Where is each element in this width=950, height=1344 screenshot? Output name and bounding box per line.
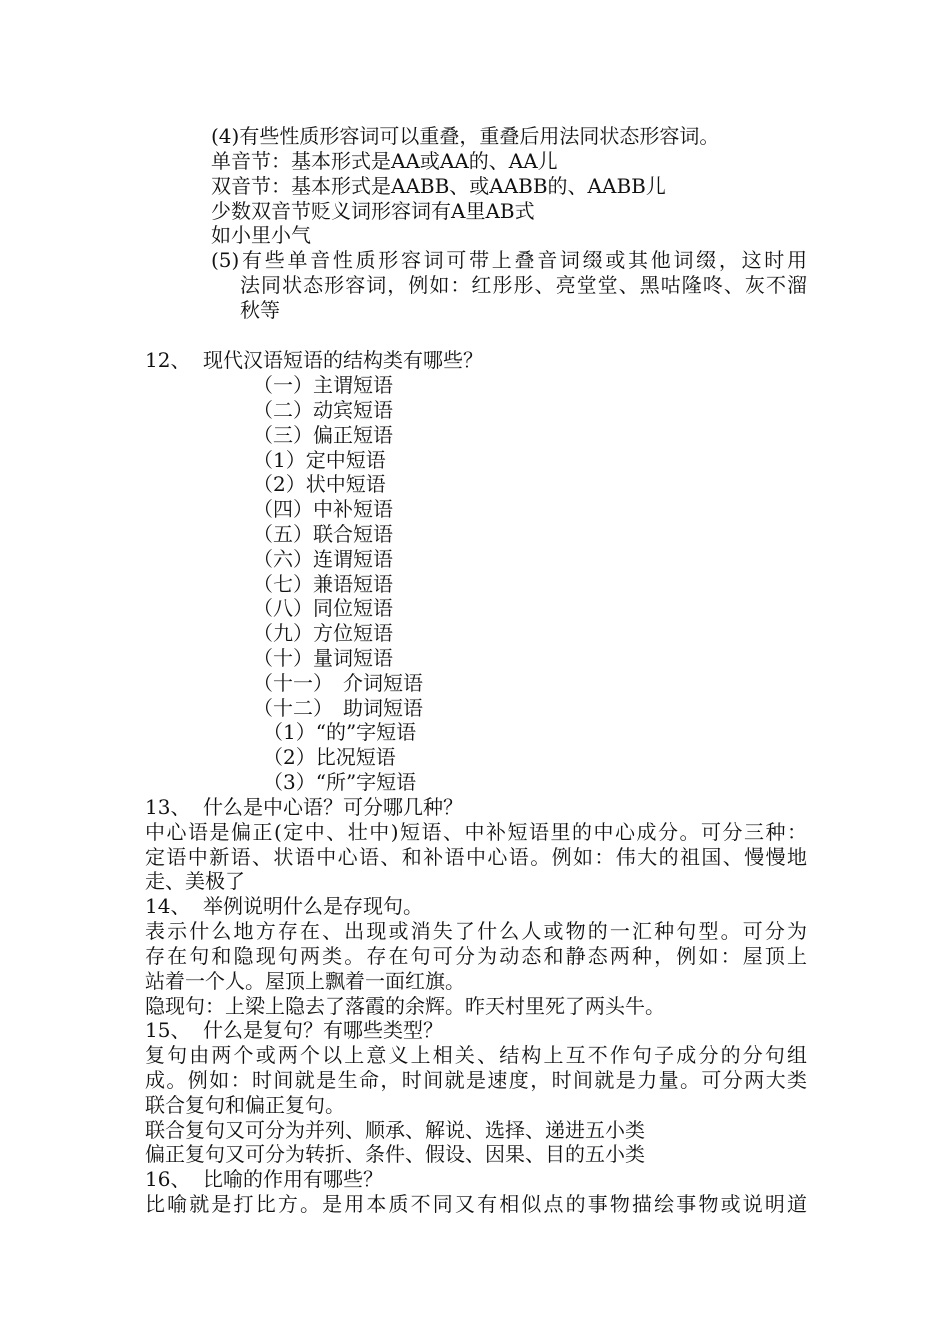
question-14-heading <box>145 894 423 919</box>
question-number: 14、 <box>145 894 191 918</box>
question-title: 比喻的作用有哪些？ <box>203 1167 383 1191</box>
phrase-type-item: （八）同位短语 <box>253 596 393 620</box>
question-title: 举例说明什么是存现句。 <box>203 894 423 918</box>
question-title: 现代汉语短语的结构类有哪些？ <box>203 348 483 372</box>
phrase-type-item: （五）联合短语 <box>253 522 393 546</box>
answer-line: 联合复句又可分为并列、顺承、解说、选择、递进五小类 <box>145 1118 645 1142</box>
question-number: 16、 <box>145 1167 191 1191</box>
answer-line: 站着一个人。屋顶上飘着一面红旗。 <box>145 969 465 993</box>
answer-line: 比喻就是打比方。是用本质不同又有相似点的事物描绘事物或说明道 <box>145 1192 807 1216</box>
answer-line: 偏正复句又可分为转折、条件、假设、因果、目的五小类 <box>145 1142 645 1166</box>
question-16-heading <box>145 1167 383 1192</box>
adj-disyllabic: 双音节：基本形式是AABB、或AABB的、AABB儿 <box>211 174 666 198</box>
question-number: 15、 <box>145 1018 191 1042</box>
phrase-type-item: （一）主谓短语 <box>253 373 393 397</box>
phrase-type-item: （九）方位短语 <box>253 621 393 645</box>
phrase-type-item: （1）定中短语 <box>253 448 386 472</box>
answer-line: 隐现句：上梁上隐去了落霞的余辉。昨天村里死了两头牛。 <box>145 994 665 1018</box>
question-number: 12、 <box>145 348 191 372</box>
answer-line: 存在句和隐现句两类。存在句可分为动态和静态两种，例如：屋顶上 <box>145 944 807 968</box>
particle-phrase-sub-item: （3）“所”字短语 <box>263 770 417 794</box>
adj-item-5-line-3: 秋等 <box>240 298 280 322</box>
adj-item-5-line-2: 法同状态形容词，例如：红彤彤、亮堂堂、黑咕隆咚、灰不溜 <box>240 273 807 297</box>
adj-monosyllabic: 单音节：基本形式是AA或AA的、AA儿 <box>211 149 558 173</box>
question-title: 什么是中心语？可分哪几种？ <box>203 795 463 819</box>
answer-line: 成。例如：时间就是生命，时间就是速度，时间就是力量。可分两大类 <box>145 1068 807 1092</box>
particle-phrase-sub-item: （2）比况短语 <box>263 745 396 769</box>
phrase-type-item: （十）量词短语 <box>253 646 393 670</box>
answer-line: 复句由两个或两个以上意义上相关、结构上互不作句子成分的分句组 <box>145 1043 807 1067</box>
answer-line: 联合复句和偏正复句。 <box>145 1093 345 1117</box>
question-13-heading <box>145 795 463 820</box>
question-12-heading <box>145 348 483 373</box>
phrase-type-item: （七）兼语短语 <box>253 572 393 596</box>
answer-line: 中心语是偏正(定中、壮中)短语、中补短语里的中心成分。可分三种： <box>145 820 807 844</box>
answer-line: 表示什么地方存在、出现或消失了什么人或物的一汇种句型。可分为 <box>145 919 807 943</box>
phrase-type-item: （六）连谓短语 <box>253 547 393 571</box>
phrase-type-item: （三）偏正短语 <box>253 423 393 447</box>
answer-line: 定语中新语、状语中心语、和补语中心语。例如：伟大的祖国、慢慢地 <box>145 845 807 869</box>
question-number: 13、 <box>145 795 191 819</box>
adj-item-5-line-1: (5)有些单音性质形容词可带上叠音词缀或其他词缀，这时用 <box>211 248 807 272</box>
adj-item-4: (4)有些性质形容词可以重叠，重叠后用法同状态形容词。 <box>211 124 720 148</box>
phrase-type-item: （四）中补短语 <box>253 497 393 521</box>
answer-line: 走、美极了 <box>145 869 245 893</box>
adj-example: 如小里小气 <box>211 223 311 247</box>
phrase-type-item: （十一） 介词短语 <box>253 671 423 695</box>
phrase-type-item: （2）状中短语 <box>253 472 386 496</box>
question-title: 什么是复句？有哪些类型？ <box>203 1018 443 1042</box>
particle-phrase-sub-item: （1）“的”字短语 <box>263 720 417 744</box>
question-15-heading <box>145 1018 443 1043</box>
phrase-type-item: （二）动宾短语 <box>253 398 393 422</box>
adj-derogatory: 少数双音节贬义词形容词有A里AB式 <box>211 199 535 223</box>
phrase-type-item: （十二） 助词短语 <box>253 696 423 720</box>
